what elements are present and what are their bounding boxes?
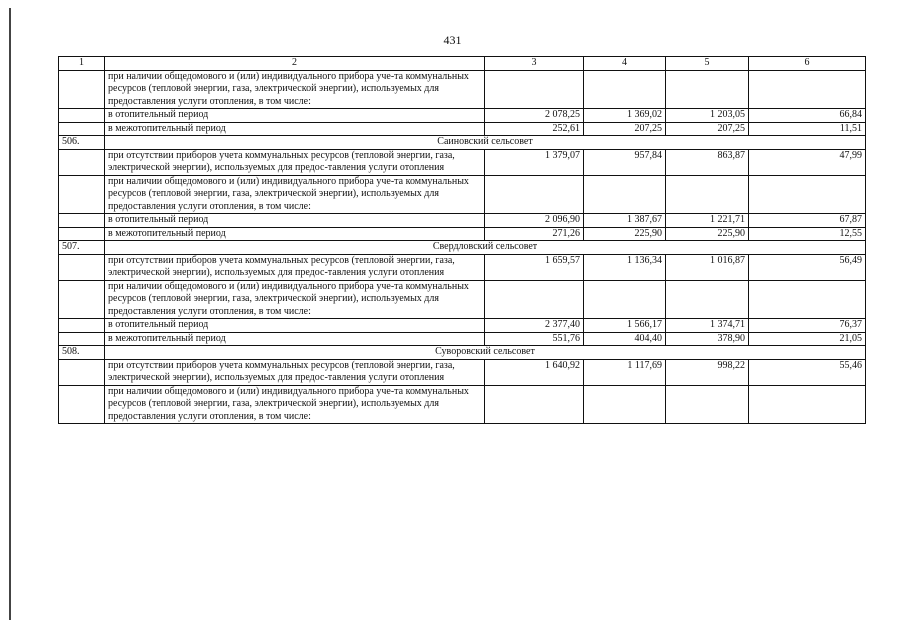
period-row bbox=[59, 122, 866, 136]
section-row bbox=[59, 241, 866, 255]
value-col-4: 225,90 bbox=[584, 227, 666, 241]
value-col-4 bbox=[584, 70, 666, 109]
section-title: Саиновский сельсовет bbox=[105, 136, 866, 150]
row-description: при отсутствии приборов учета коммунальных ресурсов (тепловой энергии, газа, электрической энергии), используемых для предос-тавления услуги отопления bbox=[105, 254, 485, 280]
row-number bbox=[59, 149, 105, 175]
period-row bbox=[59, 227, 866, 241]
value-col-4: 957,84 bbox=[584, 149, 666, 175]
row-description: в межотопительный период bbox=[105, 122, 485, 136]
page-number: 431 bbox=[443, 33, 462, 47]
header-cell-1: 1 bbox=[59, 57, 105, 71]
row-number: 506. bbox=[59, 136, 105, 150]
period-row bbox=[59, 214, 866, 228]
value-col-4: 404,40 bbox=[584, 332, 666, 346]
row-description: в межотопительный период bbox=[105, 227, 485, 241]
value-col-4: 1 387,67 bbox=[584, 214, 666, 228]
value-col-6: 55,46 bbox=[749, 359, 866, 385]
value-col-3: 1 659,57 bbox=[485, 254, 584, 280]
value-col-3: 271,26 bbox=[485, 227, 584, 241]
section-row bbox=[59, 346, 866, 360]
header-cell-3: 3 bbox=[485, 57, 584, 71]
value-col-5: 998,22 bbox=[666, 359, 749, 385]
row-description: при отсутствии приборов учета коммунальных ресурсов (тепловой энергии, газа, электрической энергии), используемых для предос-тавления услуги отопления bbox=[105, 359, 485, 385]
section-title: Суворовский сельсовет bbox=[105, 346, 866, 360]
value-col-4: 1 369,02 bbox=[584, 109, 666, 123]
description-row bbox=[59, 254, 866, 280]
value-col-5: 1 374,71 bbox=[666, 319, 749, 333]
value-col-6: 67,87 bbox=[749, 214, 866, 228]
value-col-6: 76,37 bbox=[749, 319, 866, 333]
header-cell-6: 6 bbox=[749, 57, 866, 71]
row-description: при наличии общедомового и (или) индивидуального прибора уче-та коммунальных ресурсов (тепловой энергии, газа, электрической энергии), используемых для предоставления услуги отопления, в том числе: bbox=[105, 280, 485, 319]
row-number bbox=[59, 122, 105, 136]
value-col-6: 12,55 bbox=[749, 227, 866, 241]
row-description: при наличии общедомового и (или) индивидуального прибора уче-та коммунальных ресурсов (тепловой энергии, газа, электрической энергии), используемых для предоставления услуги отопления, в том числе: bbox=[105, 385, 485, 424]
value-col-6: 11,51 bbox=[749, 122, 866, 136]
value-col-5: 1 221,71 bbox=[666, 214, 749, 228]
header-row bbox=[59, 57, 866, 71]
row-description: в отопительный период bbox=[105, 109, 485, 123]
value-col-6: 66,84 bbox=[749, 109, 866, 123]
value-col-5: 207,25 bbox=[666, 122, 749, 136]
row-number bbox=[59, 280, 105, 319]
row-description: в межотопительный период bbox=[105, 332, 485, 346]
row-number bbox=[59, 227, 105, 241]
period-row bbox=[59, 319, 866, 333]
value-col-6 bbox=[749, 175, 866, 214]
value-col-4 bbox=[584, 385, 666, 424]
value-col-3 bbox=[485, 385, 584, 424]
value-col-6: 56,49 bbox=[749, 254, 866, 280]
row-number bbox=[59, 175, 105, 214]
row-number bbox=[59, 319, 105, 333]
description-row bbox=[59, 175, 866, 214]
table-body bbox=[59, 57, 866, 424]
row-number bbox=[59, 109, 105, 123]
row-number bbox=[59, 214, 105, 228]
description-row bbox=[59, 149, 866, 175]
value-col-5: 1 203,05 bbox=[666, 109, 749, 123]
value-col-5: 225,90 bbox=[666, 227, 749, 241]
value-col-5: 863,87 bbox=[666, 149, 749, 175]
row-description: в отопительный период bbox=[105, 319, 485, 333]
value-col-3 bbox=[485, 280, 584, 319]
value-col-4: 207,25 bbox=[584, 122, 666, 136]
value-col-5 bbox=[666, 385, 749, 424]
row-number bbox=[59, 385, 105, 424]
description-row bbox=[59, 385, 866, 424]
value-col-4 bbox=[584, 175, 666, 214]
header-cell-4: 4 bbox=[584, 57, 666, 71]
value-col-3 bbox=[485, 70, 584, 109]
tariff-table bbox=[58, 56, 866, 424]
value-col-3: 252,61 bbox=[485, 122, 584, 136]
value-col-3: 2 377,40 bbox=[485, 319, 584, 333]
value-col-3: 1 379,07 bbox=[485, 149, 584, 175]
row-number bbox=[59, 332, 105, 346]
section-title: Свердловский сельсовет bbox=[105, 241, 866, 255]
header-cell-5: 5 bbox=[666, 57, 749, 71]
row-description: при наличии общедомового и (или) индивидуального прибора уче-та коммунальных ресурсов (тепловой энергии, газа, электрической энергии), используемых для предоставления услуги отопления, в том числе: bbox=[105, 70, 485, 109]
description-row bbox=[59, 70, 866, 109]
row-number: 507. bbox=[59, 241, 105, 255]
row-description: при отсутствии приборов учета коммунальных ресурсов (тепловой энергии, газа, электрической энергии), используемых для предос-тавления услуги отопления bbox=[105, 149, 485, 175]
value-col-3: 1 640,92 bbox=[485, 359, 584, 385]
value-col-5 bbox=[666, 175, 749, 214]
row-description: при наличии общедомового и (или) индивидуального прибора уче-та коммунальных ресурсов (тепловой энергии, газа, электрической энергии), используемых для предоставления услуги отопления, в том числе: bbox=[105, 175, 485, 214]
value-col-3: 551,76 bbox=[485, 332, 584, 346]
value-col-5: 378,90 bbox=[666, 332, 749, 346]
row-description: в отопительный период bbox=[105, 214, 485, 228]
period-row bbox=[59, 109, 866, 123]
value-col-6: 21,05 bbox=[749, 332, 866, 346]
value-col-6 bbox=[749, 70, 866, 109]
binding-edge-line bbox=[9, 8, 11, 620]
description-row bbox=[59, 359, 866, 385]
value-col-3: 2 078,25 bbox=[485, 109, 584, 123]
period-row bbox=[59, 332, 866, 346]
row-number bbox=[59, 70, 105, 109]
row-number bbox=[59, 254, 105, 280]
description-row bbox=[59, 280, 866, 319]
value-col-6 bbox=[749, 280, 866, 319]
value-col-5 bbox=[666, 70, 749, 109]
value-col-5 bbox=[666, 280, 749, 319]
value-col-3 bbox=[485, 175, 584, 214]
header-cell-2: 2 bbox=[105, 57, 485, 71]
row-number bbox=[59, 359, 105, 385]
value-col-3: 2 096,90 bbox=[485, 214, 584, 228]
value-col-6: 47,99 bbox=[749, 149, 866, 175]
value-col-6 bbox=[749, 385, 866, 424]
value-col-4: 1 136,34 bbox=[584, 254, 666, 280]
value-col-4 bbox=[584, 280, 666, 319]
value-col-5: 1 016,87 bbox=[666, 254, 749, 280]
value-col-4: 1 566,17 bbox=[584, 319, 666, 333]
section-row bbox=[59, 136, 866, 150]
value-col-4: 1 117,69 bbox=[584, 359, 666, 385]
row-number: 508. bbox=[59, 346, 105, 360]
